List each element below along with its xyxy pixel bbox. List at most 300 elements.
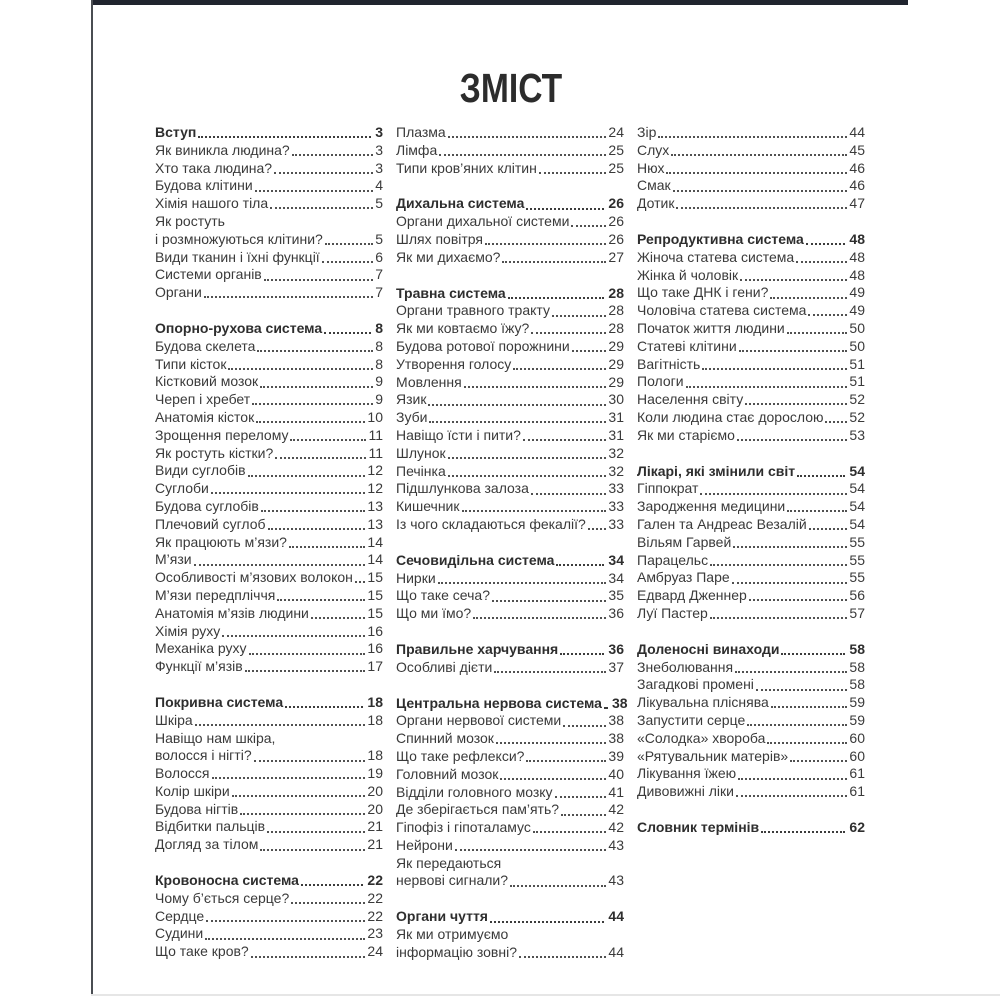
toc-entry	[396, 605, 624, 623]
toc-entry-label: Покривна система	[155, 693, 284, 710]
toc-entry	[155, 783, 383, 801]
toc-entry-page-number: 46	[849, 159, 865, 176]
toc-entry-page-number: 28	[608, 284, 624, 301]
toc-entry-label: Анатомія кісток	[155, 408, 255, 425]
toc-entry-page-number: 59	[849, 694, 865, 711]
toc-entry-label: Центральна нервова система	[396, 694, 602, 711]
dotted-leader	[485, 243, 606, 245]
toc-section-heading-entry	[637, 231, 865, 249]
toc-entry-page-number: 44	[608, 908, 624, 925]
toc-entry-page-number: 19	[367, 765, 383, 782]
toc-entry-wrapped-first-line: Як передаються	[396, 854, 502, 871]
toc-entry	[155, 409, 383, 427]
toc-entry-page-number: 14	[367, 533, 383, 550]
toc-entry-label: Відбитки пальців	[155, 818, 266, 835]
dotted-leader	[787, 332, 848, 334]
dotted-leader	[749, 599, 848, 601]
toc-columns	[155, 124, 867, 962]
dotted-leader	[523, 439, 607, 441]
toc-entry	[637, 177, 865, 195]
toc-entry-label: Зародження медицини	[637, 498, 786, 515]
toc-entry	[637, 302, 865, 320]
dotted-leader	[539, 172, 607, 174]
toc-entry-label: Механіка руху	[155, 640, 247, 657]
dotted-leader	[490, 921, 604, 923]
toc-column-2	[396, 124, 628, 962]
toc-entry-page-number: 34	[608, 551, 624, 568]
toc-entry-label: «Солодка» хвороба	[637, 729, 766, 746]
dotted-leader	[526, 760, 606, 762]
toc-entry-label: Смак	[637, 177, 671, 194]
toc-entry-label: Сердце	[155, 907, 205, 924]
toc-entry-label: Мовлення	[396, 373, 462, 390]
toc-entry-page-number: 57	[849, 604, 865, 621]
toc-entry-label: Плазма	[396, 124, 446, 140]
toc-entry-label: Язик	[396, 391, 427, 408]
toc-entry	[396, 944, 624, 962]
toc-entry-label: Луї Пастер	[637, 604, 708, 621]
toc-entry-label: Що таке сеча?	[396, 587, 490, 604]
toc-entry-page-number: 31	[608, 426, 624, 443]
toc-section-heading-entry	[396, 195, 624, 213]
toc-entry	[637, 480, 865, 498]
toc-entry-page-number: 33	[608, 498, 624, 515]
toc-entry-label: Лікарі, які змінили світ	[637, 462, 796, 479]
toc-entry-label: Коли людина стає дорослою	[637, 408, 824, 425]
toc-entry-label: Лікування їжею	[637, 765, 737, 782]
toc-section-group	[396, 285, 624, 534]
toc-entry-page-number: 15	[367, 569, 383, 586]
toc-entry-page-number: 3	[375, 124, 383, 140]
dotted-leader	[455, 849, 607, 851]
dotted-leader	[604, 707, 608, 709]
toc-entry-label: Типи кров’яних клітин	[396, 159, 537, 176]
toc-entry	[396, 427, 624, 445]
toc-section-group	[396, 124, 624, 177]
toc-entry	[637, 356, 865, 374]
toc-entry	[155, 569, 383, 587]
dotted-leader	[756, 689, 848, 691]
toc-entry-label: Хімія руху	[155, 622, 221, 639]
dotted-leader	[260, 849, 365, 851]
toc-entry-label: Опорно-рухова система	[155, 319, 323, 336]
toc-section-heading-entry	[155, 872, 383, 890]
toc-entry-label: Як ми старіємо	[637, 426, 735, 443]
dotted-leader	[260, 386, 373, 388]
dotted-leader	[248, 475, 366, 477]
dotted-leader	[285, 706, 363, 708]
toc-entry-page-number: 38	[611, 694, 628, 711]
toc-entry	[155, 943, 383, 961]
toc-entry-page-number: 56	[849, 587, 865, 604]
toc-section-heading-entry	[396, 641, 624, 659]
toc-entry-page-number: 30	[608, 391, 624, 408]
toc-entry-label: Жіноча статева система	[637, 248, 795, 265]
dotted-leader	[267, 831, 365, 833]
dotted-leader	[771, 706, 848, 708]
toc-entry	[396, 142, 624, 160]
toc-entry	[637, 427, 865, 445]
dotted-leader	[797, 475, 845, 477]
dotted-leader	[301, 884, 363, 886]
dotted-leader	[735, 671, 847, 673]
toc-entry-label: М’язи	[155, 551, 192, 568]
toc-entry-page-number: 39	[608, 747, 624, 764]
toc-entry-page-number: 12	[367, 462, 383, 479]
dotted-leader	[198, 136, 371, 138]
dotted-leader	[809, 528, 848, 530]
toc-entry-label: Травна система	[396, 284, 506, 301]
dotted-leader	[747, 724, 847, 726]
toc-entry-label: Анатомія м’язів людини	[155, 604, 309, 621]
toc-entry	[396, 160, 624, 178]
toc-entry-label: Пологи	[637, 373, 684, 390]
toc-entry-label: Навіщо їсти і пити?	[396, 426, 521, 443]
toc-entry-label: Жінка й чоловік	[637, 266, 739, 283]
page-edge-left	[91, 0, 93, 994]
toc-entry-label: Шкіра	[155, 711, 193, 728]
toc-section-group	[396, 195, 624, 266]
toc-entry-label: Правильне харчування	[396, 640, 559, 657]
toc-section-heading-entry	[396, 908, 624, 926]
toc-entry-label: Нейрони	[396, 836, 453, 853]
toc-entry	[155, 498, 383, 516]
toc-entry-page-number: 26	[608, 213, 624, 230]
toc-entry	[155, 925, 383, 943]
dotted-leader	[292, 154, 373, 156]
toc-section-group	[396, 694, 628, 891]
toc-entry-label: Що ми їмо?	[396, 605, 472, 622]
dotted-leader	[737, 439, 847, 441]
toc-entry	[396, 445, 624, 463]
toc-entry-page-number: 22	[367, 889, 383, 906]
toc-entry	[155, 551, 383, 569]
dotted-leader	[428, 404, 606, 406]
toc-entry-label: Колір шкіри	[155, 782, 230, 799]
page-title: ЗМІСТ	[459, 65, 563, 111]
toc-entry-page-number: 54	[849, 462, 865, 479]
dotted-leader	[745, 403, 847, 405]
toc-entry-page-number: 44	[849, 124, 865, 140]
toc-entry	[396, 302, 624, 320]
toc-entry-page-number: 8	[375, 337, 383, 354]
toc-entry	[637, 694, 865, 712]
toc-entry	[155, 587, 383, 605]
toc-section-group	[396, 908, 624, 961]
toc-entry-label: Кровоносна система	[155, 872, 299, 889]
toc-entry-page-number: 32	[608, 462, 624, 479]
toc-entry-label: Хімія нашого тіла	[155, 195, 269, 212]
toc-entry	[637, 783, 865, 801]
toc-entry-label: Із чого складаються фекалії?	[396, 515, 586, 532]
toc-entry-page-number: 8	[375, 355, 383, 372]
dotted-leader	[277, 599, 365, 601]
toc-entry	[396, 480, 624, 498]
toc-entry-page-number: 46	[849, 177, 865, 194]
dotted-leader	[787, 510, 847, 512]
dotted-leader	[448, 457, 607, 459]
dotted-leader	[673, 190, 848, 192]
toc-entry	[155, 480, 383, 498]
toc-entry-label: Вступ	[155, 124, 197, 140]
toc-entry	[396, 819, 624, 837]
toc-entry-label: Запустити серце	[637, 711, 746, 728]
dotted-leader	[513, 368, 606, 370]
toc-entry	[155, 177, 383, 195]
dotted-leader	[249, 653, 366, 655]
toc-entry-page-number: 29	[608, 373, 624, 390]
toc-entry-page-number: 18	[367, 747, 383, 764]
toc-entry-label: Доленосні винаходи	[637, 640, 780, 657]
toc-entry-label: Що таке рефлекси?	[396, 747, 525, 764]
toc-entry	[637, 124, 865, 142]
dotted-leader	[740, 279, 847, 281]
dotted-leader	[572, 350, 607, 352]
toc-entry	[155, 534, 383, 552]
dotted-leader	[702, 368, 847, 370]
toc-entry-label: Догляд за тілом	[155, 836, 259, 853]
toc-entry	[155, 890, 383, 908]
toc-entry	[396, 124, 624, 142]
toc-entry-page-number: 13	[367, 497, 383, 514]
toc-entry-page-number: 58	[849, 640, 865, 657]
toc-entry-page-number: 5	[375, 195, 383, 212]
dotted-leader	[205, 938, 365, 940]
toc-entry-label: Кістковий мозок	[155, 373, 259, 390]
toc-entry-label: Як ми дихаємо?	[396, 248, 501, 265]
toc-entry-page-number: 35	[608, 587, 624, 604]
toc-entry-label: Початок життя людини	[637, 319, 785, 336]
toc-entry-page-number: 26	[608, 195, 624, 212]
toc-entry-label: Плечовий суглоб	[155, 515, 266, 532]
dotted-leader	[494, 671, 606, 673]
toc-entry-page-number: 11	[368, 426, 383, 443]
toc-entry	[155, 516, 383, 534]
toc-entry	[155, 445, 383, 463]
toc-entry-page-number: 40	[608, 765, 624, 782]
toc-entry-label: Види суглобів	[155, 462, 246, 479]
dotted-leader	[732, 582, 848, 584]
toc-entry	[155, 801, 383, 819]
dotted-leader	[222, 635, 365, 637]
dotted-leader	[563, 725, 606, 727]
toc-entry-wrapped-first-line: Як ростуть	[155, 212, 225, 229]
toc-section-heading-entry	[396, 694, 628, 713]
toc-entry	[155, 160, 383, 178]
toc-entry-label: Лімфа	[396, 141, 438, 158]
toc-entry-label: Дихальна система	[396, 195, 525, 212]
dotted-leader	[502, 261, 606, 263]
toc-entry-label: Типи кісток	[155, 355, 227, 372]
dotted-leader	[686, 386, 848, 388]
toc-entry-label: Види тканин і їхні функції	[155, 248, 320, 265]
toc-entry-label: Волосся	[155, 765, 210, 782]
toc-entry	[155, 391, 383, 409]
toc-entry	[637, 659, 865, 677]
toc-entry-label: Гален та Андреас Везалій	[637, 515, 807, 532]
toc-column-1	[155, 124, 383, 962]
dotted-leader	[212, 777, 366, 779]
toc-entry	[155, 266, 383, 284]
dotted-leader	[796, 261, 847, 263]
toc-entry-page-number: 55	[849, 533, 865, 550]
dotted-leader	[324, 332, 371, 334]
toc-entry	[155, 427, 383, 445]
toc-entry	[155, 356, 383, 374]
toc-entry-label: Сечовидільна система	[396, 551, 555, 568]
toc-entry-page-number: 15	[367, 586, 383, 603]
toc-entry-page-number: 38	[608, 712, 624, 729]
toc-entry	[637, 391, 865, 409]
toc-entry	[396, 463, 624, 481]
toc-entry-label: Будова нігтів	[155, 800, 239, 817]
toc-entry-page-number: 45	[849, 141, 865, 158]
dotted-leader	[275, 457, 366, 459]
dotted-leader	[204, 296, 373, 298]
toc-entry-page-number: 11	[368, 444, 383, 461]
toc-entry	[155, 765, 383, 783]
toc-entry-page-number: 60	[849, 747, 865, 764]
toc-entry-page-number: 24	[367, 943, 383, 960]
toc-entry-label: Судини	[155, 925, 204, 942]
toc-entry-page-number: 61	[849, 765, 865, 782]
toc-entry-label: Як виникла людина?	[155, 141, 290, 158]
dotted-leader	[228, 368, 373, 370]
dotted-leader	[289, 546, 365, 548]
toc-entry-label: Знеболювання	[637, 658, 734, 675]
toc-entry-label: Як ростуть кістки?	[155, 444, 274, 461]
dotted-leader	[274, 172, 373, 174]
toc-entry-label: Вільям Гарвей	[637, 533, 732, 550]
toc-entry-page-number: 16	[367, 622, 383, 639]
toc-entry	[396, 498, 624, 516]
toc-entry	[396, 391, 624, 409]
dotted-leader	[588, 528, 607, 530]
dotted-leader	[439, 154, 606, 156]
toc-entry-page-number: 42	[608, 801, 624, 818]
toc-entry-page-number: 43	[608, 872, 624, 889]
toc-entry-label: Спинний мозок	[396, 730, 494, 747]
toc-entry	[637, 284, 865, 302]
toc-entry	[396, 784, 624, 802]
toc-entry	[637, 569, 865, 587]
toc-entry	[396, 801, 624, 819]
dotted-leader	[268, 528, 366, 530]
toc-column-3	[637, 124, 865, 962]
toc-entry	[155, 640, 383, 658]
toc-entry-page-number: 60	[849, 729, 865, 746]
toc-entry	[155, 142, 383, 160]
toc-entry	[637, 320, 865, 338]
toc-entry	[155, 836, 383, 854]
toc-section-heading-entry	[637, 819, 865, 837]
toc-entry-label: Нирки	[396, 569, 436, 586]
toc-entry-label: Дивовижні ліки	[637, 783, 734, 800]
dotted-leader	[531, 493, 607, 495]
toc-entry-label: Хто така людина?	[155, 159, 273, 176]
toc-entry-page-number: 49	[849, 284, 865, 301]
toc-entry-label: Кишечник	[396, 498, 460, 515]
toc-entry-page-number: 52	[849, 391, 865, 408]
toc-entry-label: Репродуктивна система	[637, 230, 804, 247]
toc-entry-page-number: 27	[608, 248, 624, 265]
toc-entry	[637, 160, 865, 178]
toc-entry	[396, 712, 624, 730]
toc-entry-page-number: 53	[849, 426, 865, 443]
toc-section-heading-entry	[396, 552, 624, 570]
dotted-leader	[448, 136, 607, 138]
toc-entry	[155, 231, 383, 249]
dotted-leader	[770, 297, 847, 299]
dotted-leader	[496, 742, 606, 744]
dotted-leader	[245, 670, 366, 672]
toc-section-heading-entry	[637, 463, 865, 481]
toc-entry-label: Зрощення перелому	[155, 426, 289, 443]
toc-entry-label: Органи нервової системи	[396, 712, 562, 729]
dotted-leader	[429, 421, 606, 423]
dotted-leader	[257, 350, 373, 352]
toc-entry-label: Що таке кров?	[155, 943, 249, 960]
toc-entry-page-number: 48	[849, 248, 865, 265]
toc-entry-label: Головний мозок	[396, 765, 499, 782]
toc-entry-page-number: 50	[849, 319, 865, 336]
toc-entry-page-number: 8	[375, 319, 383, 336]
toc-entry-page-number: 15	[367, 604, 383, 621]
toc-entry-page-number: 58	[849, 676, 865, 693]
dotted-leader	[700, 493, 847, 495]
toc-entry-label: нервові сигнали?	[396, 872, 509, 889]
toc-entry-label: Органи травного тракту	[396, 302, 550, 319]
toc-entry	[396, 872, 624, 890]
toc-entry	[155, 462, 383, 480]
toc-entry-page-number: 51	[849, 355, 865, 372]
toc-entry-page-number: 41	[608, 783, 624, 800]
toc-entry-page-number: 42	[608, 819, 624, 836]
toc-entry-label: Органи чуття	[396, 908, 488, 925]
toc-section-group	[155, 694, 383, 854]
dotted-leader	[252, 403, 373, 405]
toc-entry-page-number: 29	[608, 355, 624, 372]
dotted-leader	[555, 796, 607, 798]
toc-entry-label: Череп і хребет	[155, 391, 251, 408]
toc-entry-page-number: 36	[608, 640, 624, 657]
toc-entry-page-number: 33	[608, 480, 624, 497]
toc-section-group	[155, 872, 383, 961]
dotted-leader	[473, 617, 606, 619]
dotted-leader	[552, 315, 606, 317]
toc-entry-page-number: 10	[367, 408, 383, 425]
toc-entry	[396, 320, 624, 338]
toc-entry-label: Чоловіча статева система	[637, 302, 807, 319]
toc-entry	[155, 712, 383, 730]
toc-entry-page-number: 51	[849, 373, 865, 390]
dotted-leader	[531, 332, 606, 334]
toc-entry-label: Шлунок	[396, 444, 446, 461]
toc-entry-label: Будова суглобів	[155, 497, 259, 514]
toc-entry	[155, 658, 383, 676]
toc-entry-label: Будова ротової порожнини	[396, 337, 570, 354]
toc-entry-label: Населення світу	[637, 391, 744, 408]
toc-section-heading-entry	[396, 285, 624, 303]
toc-entry	[155, 338, 383, 356]
toc-entry-page-number: 7	[375, 266, 383, 283]
toc-entry-label: Загадкові промені	[637, 676, 754, 693]
dotted-leader	[311, 617, 366, 619]
toc-entry	[396, 231, 624, 249]
toc-entry-label: Слух	[637, 141, 670, 158]
toc-section-group	[155, 320, 383, 676]
toc-entry-label: «Рятувальник матерів»	[637, 747, 789, 764]
